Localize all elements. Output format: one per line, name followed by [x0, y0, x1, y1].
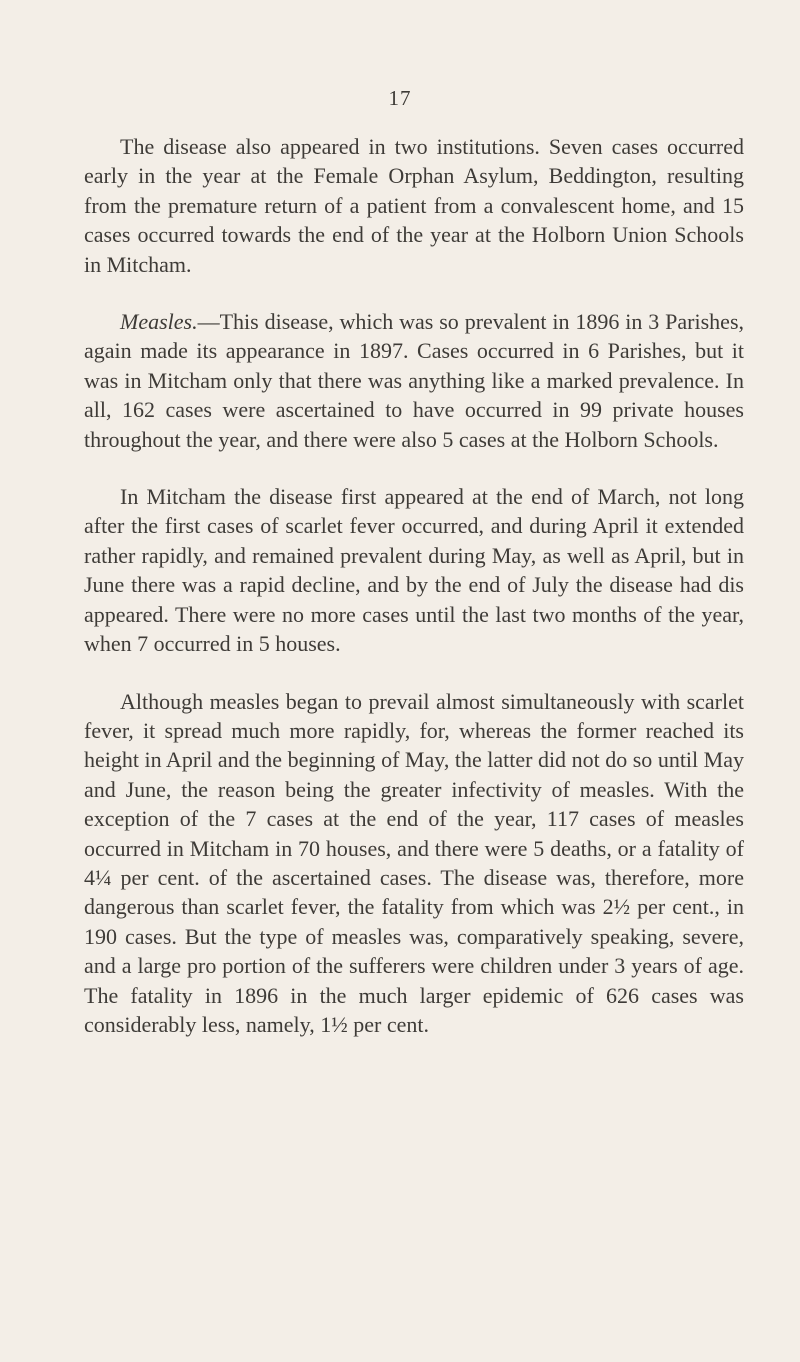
body-text	[84, 132, 744, 1067]
paragraph-measles-intro	[84, 307, 744, 454]
paragraph-text: In Mitcham the disease first appeared at the end of March, not long after the first cases of scarlet fever occurred, and during April it extended rather rapidly, and remained prevalent during May, as well as April, but in June there was a rapid decline, and by the end of July the disease had dis appeared. There were no more cases until the last two months of the year, when 7 occurred in 5 houses.	[84, 484, 744, 657]
paragraph-text: —This disease, which was so prevalent in 1896 in 3 Parishes, again made its appearance in 1897. Cases occurred in 6 Parishes, but it was in Mitcham only that there was anything like a marked prevalence. In all, 162 cases were ascertained to have occurred in 99 private houses throughout the year, and there were also 5 cases at the Holborn Schools.	[84, 309, 744, 452]
paragraph-institutions	[84, 132, 744, 279]
paragraph-text: The disease also appeared in two institutions. Seven cases occurred early in the year at the Female Orphan Asylum, Beddington, resulting from the premature return of a patient from a convalescent home, and 15 cases occurred towards the end of the year at the Holborn Union Schools in Mitcham.	[84, 134, 744, 277]
section-runin-heading: Measles.	[120, 309, 198, 335]
paragraph-comparison	[84, 687, 744, 1040]
paragraph-text: Although measles began to prevail almost simultaneously with scarlet fever, it spread much more rapidly, for, whereas the former reached its height in April and the beginning of May, the latter did not do so until May and June, the reason being the greater infectivity of measles. With the exception of the 7 cases at the end of the year, 117 cases of measles occurred in Mitcham in 70 houses, and there were 5 deaths, or a fatality of 4¼ per cent. of the ascertained cases. The disease was, therefore, more dangerous than scarlet fever, the fatality from which was 2½ per cent., in 190 cases. But the type of measles was, comparatively speaking, severe, and a large pro portion of the sufferers were children under 3 years of age. The fatality in 1896 in the much larger epidemic of 626 cases was considerably less, namely, 1½ per cent.	[84, 688, 744, 1037]
paragraph-mitcham-course	[84, 482, 744, 658]
page-number: 17	[388, 86, 412, 110]
